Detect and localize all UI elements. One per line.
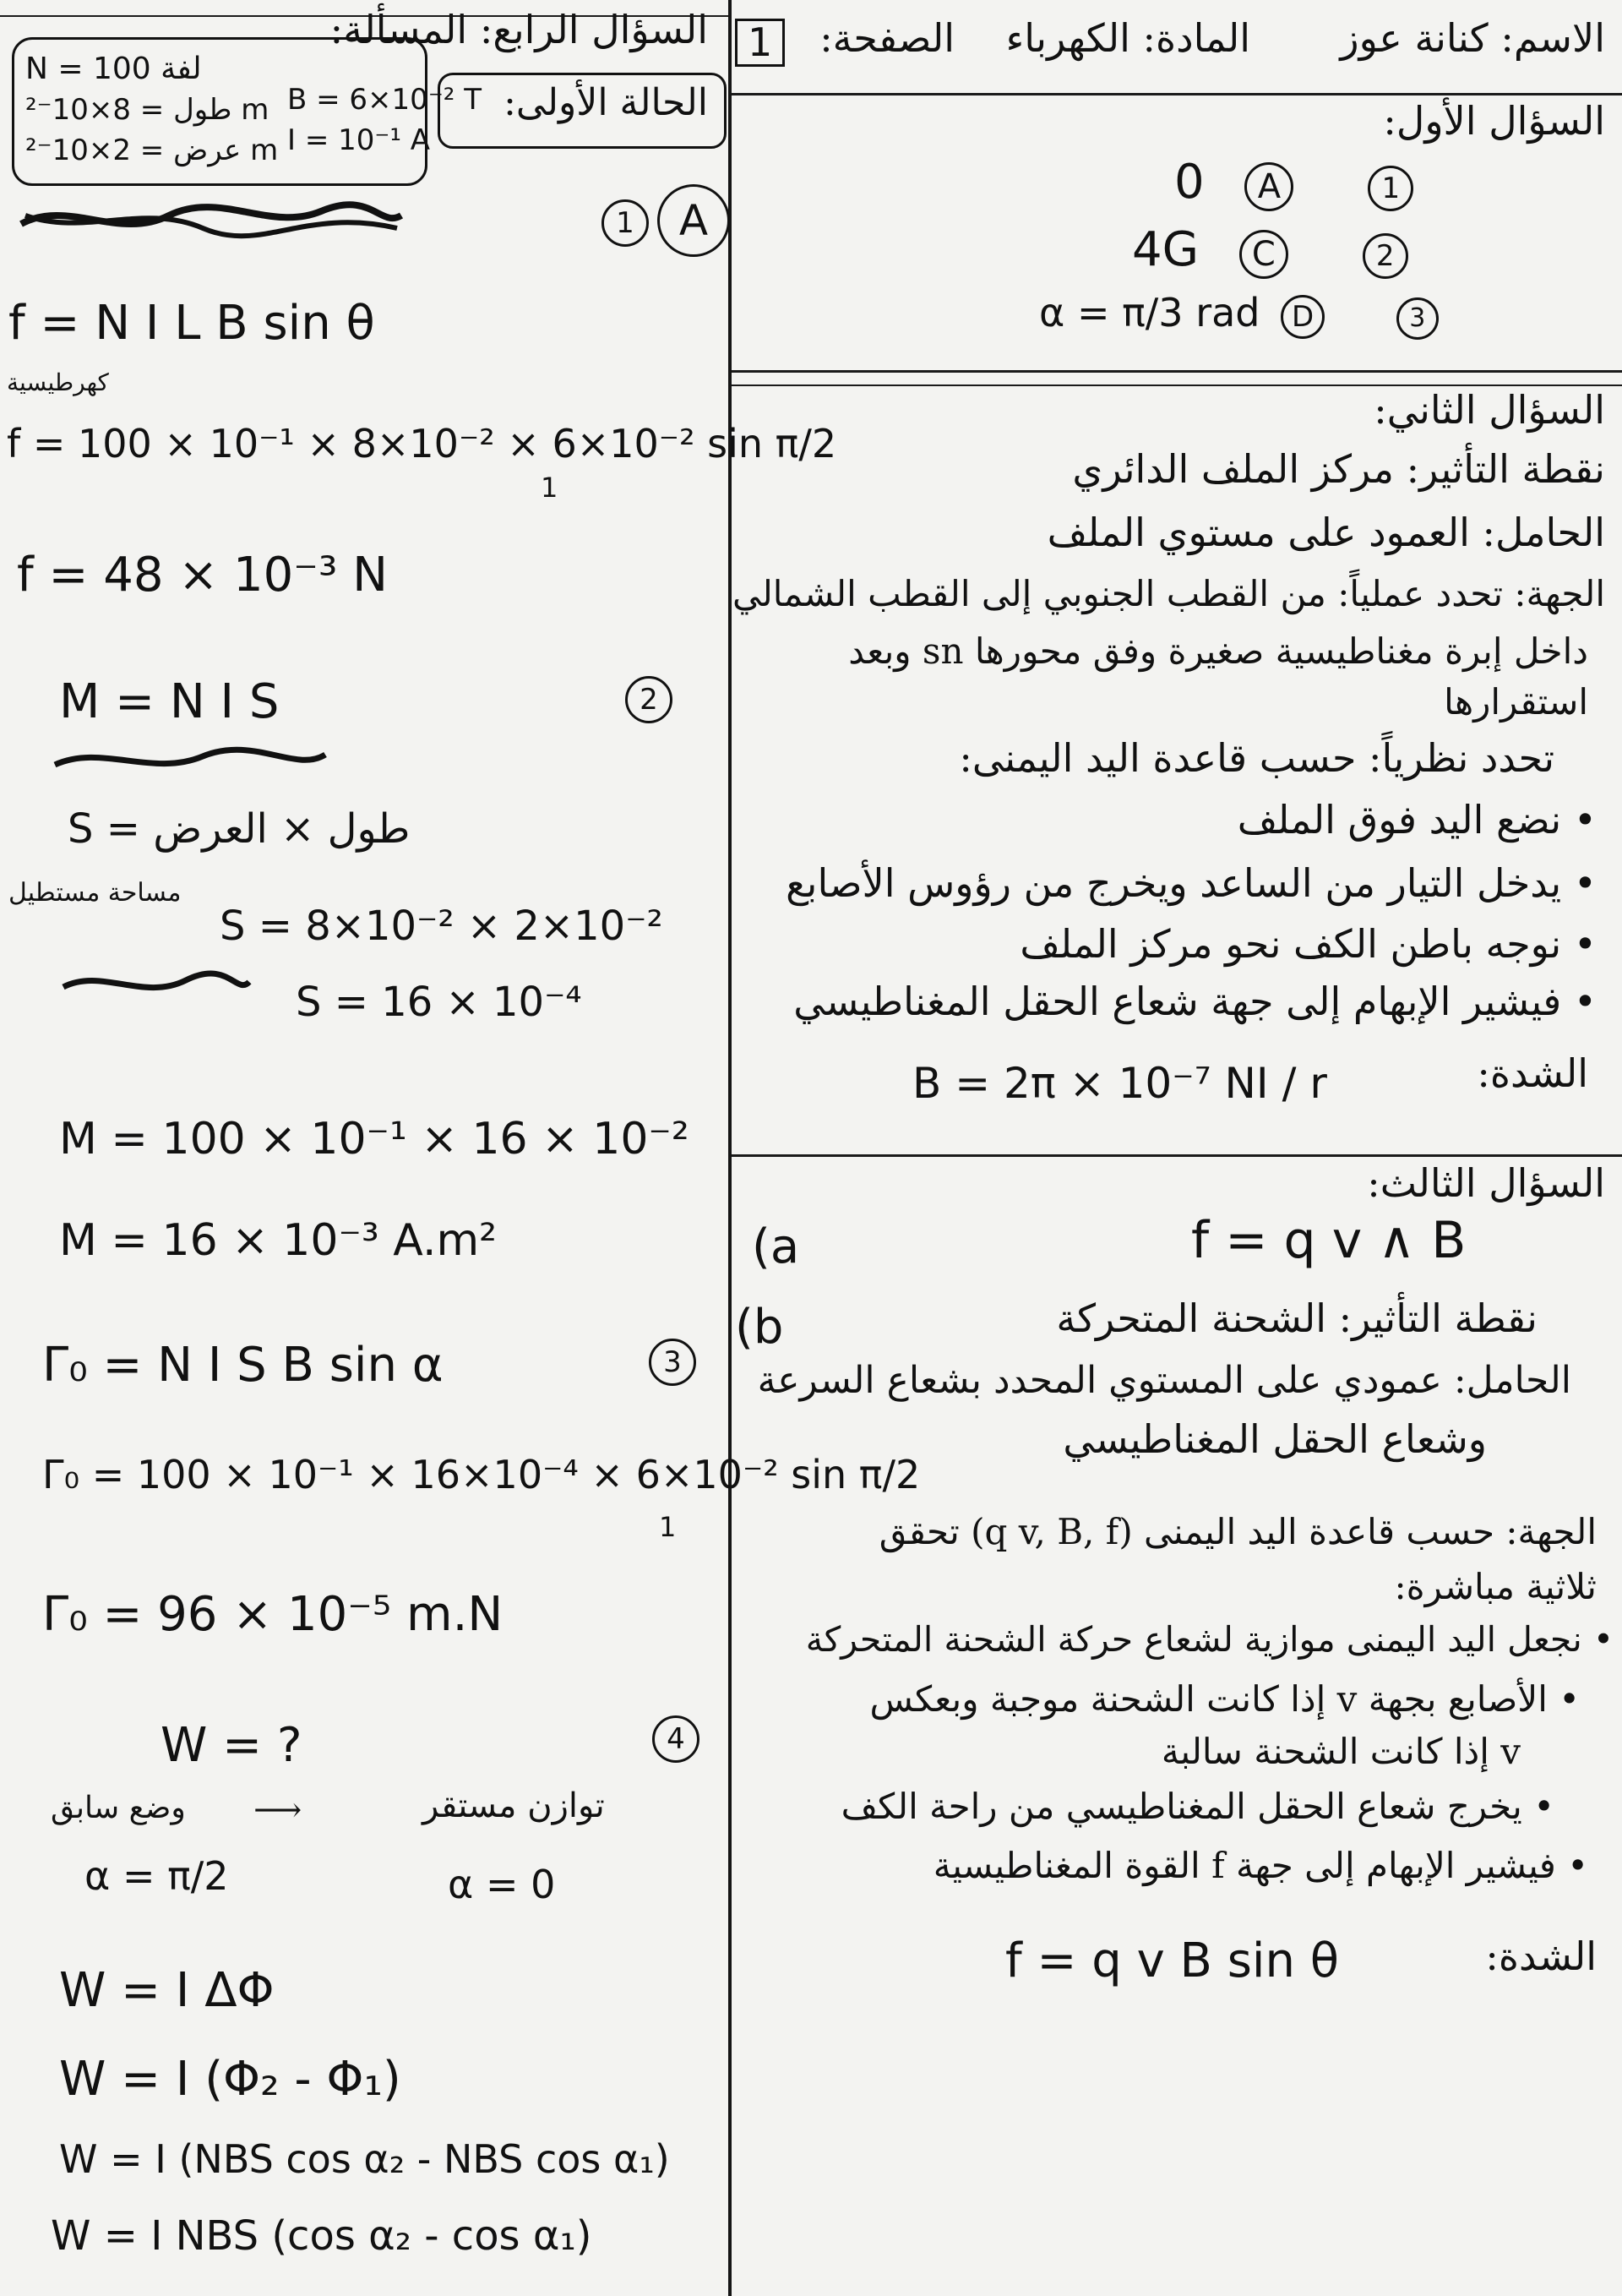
p2-scribble: [51, 739, 329, 782]
p4-alpha-2: α = 0: [448, 1862, 556, 1907]
q2-title: السؤال الثاني:: [1374, 387, 1605, 433]
p4-alpha-1: α = π/2: [84, 1853, 229, 1899]
q1-answer-2-value: 4G: [1132, 222, 1200, 277]
q3-a-label: (a: [752, 1219, 800, 1274]
p2-eq-4: S = 16 × 10⁻⁴: [296, 979, 582, 1026]
p3-eq-1: Γ₀ = N I S B sin α: [42, 1338, 444, 1393]
p4-arrow: ⟶: [253, 1791, 302, 1830]
q3-line-3: وشعاع الحقل المغناطيسي: [1063, 1416, 1487, 1462]
p1-eq-2: f = 100 × 10⁻¹ × 8×10⁻² × 6×10⁻² sin π/2: [7, 421, 837, 466]
student-name: الاسم: كنانة عوز: [1340, 15, 1605, 61]
q1-answer-2: [1132, 224, 1408, 279]
p1-number: 1: [601, 199, 649, 247]
given-b: B = 6×10⁻² T: [287, 83, 482, 117]
q3-line-8: v إذا كانت الشحنة سالبة: [1161, 1731, 1521, 1772]
q3-line-5: ثلاثية مباشرة:: [1394, 1566, 1597, 1607]
p1-result: f = 48 × 10⁻³ N: [17, 548, 388, 603]
q1-answer-1-letter: A: [1244, 162, 1293, 211]
q2-formula: B = 2π × 10⁻⁷ NI / r: [912, 1059, 1327, 1108]
p2-eq-3: S = 8×10⁻² × 2×10⁻²: [220, 903, 663, 950]
crossed-out-scribble: [17, 190, 406, 249]
q2-line-2: الحامل: العمود على مستوي الملف: [1047, 510, 1605, 555]
q1-answer-1: [1174, 156, 1413, 211]
right-column: [732, 0, 1614, 2296]
page-label: الصفحة:: [819, 15, 955, 61]
q3-formula: f = q v B sin θ: [1005, 1933, 1340, 1988]
given-n: N = 100 لفة: [25, 52, 202, 86]
q3-line-4: الجهة: حسب قاعدة اليد اليمنى (q v, B, f) تحقق: [879, 1511, 1597, 1552]
q2-bullet-2: • يدخل التيار من الساعد ويخرج من رؤوس الأصابع: [786, 862, 1597, 905]
q2-line-1: نقطة التأثير: مركز الملف الدائري: [1072, 446, 1605, 492]
q1-title: السؤال الأول:: [1383, 98, 1605, 144]
p4-eq-4: W = I (NBS cos α₂ - NBS cos α₁): [59, 2136, 670, 2182]
p2-note: مساحة مستطيل: [8, 878, 182, 908]
p4-eq-1: W = ?: [161, 1718, 302, 1773]
q3-formula-label: الشدة:: [1485, 1933, 1597, 1979]
q1-answer-3: [1039, 292, 1439, 340]
q3-line-1: نقطة التأثير: الشحنة المتحركة: [1056, 1295, 1538, 1341]
p3-sin-value: 1: [659, 1511, 677, 1543]
q1-answer-3-num: 3: [1396, 297, 1439, 340]
q1-answer-2-num: 2: [1363, 233, 1408, 279]
q1-answer-1-value: 0: [1174, 155, 1205, 210]
p4-number: 4: [652, 1715, 699, 1763]
p2-result: M = 16 × 10⁻³ A.m²: [59, 1215, 497, 1266]
p1-sin-value: 1: [541, 472, 558, 504]
q3-bullet-4: • فيشير الإبهام إلى جهة f القوة المغناطيسية: [933, 1846, 1588, 1885]
p4-eq-5: W = I NBS (cos α₂ - cos α₁): [51, 2212, 592, 2260]
q2-line-6: تحدد نظرياً: حسب قاعدة اليد اليمنى:: [959, 735, 1554, 781]
q2-line-3: الجهة: تحدد عملياً: من القطب الجنوبي إلى القطب الشمالي: [732, 573, 1605, 614]
p2-eq-5: M = 100 × 10⁻¹ × 16 × 10⁻²: [59, 1114, 689, 1164]
p3-number: 3: [649, 1339, 696, 1386]
p2-scribble-2: [59, 963, 253, 1006]
q1-answer-1-num: 1: [1368, 166, 1413, 211]
q3-a-formula: f = q v ∧ B: [1191, 1211, 1467, 1270]
p1-note: كهرطيسية: [7, 368, 109, 396]
q2-line-4: داخل إبرة مغناطيسية صغيرة وفق محورها sn وبعد: [848, 630, 1588, 672]
p4-prev-state: وضع سابق: [51, 1791, 186, 1825]
p2-eq-2: S = طول × العرض: [68, 805, 411, 853]
p3-eq-2: Γ₀ = 100 × 10⁻¹ × 16×10⁻⁴ × 6×10⁻² sin π/2: [42, 1452, 921, 1497]
given-i: I = 10⁻¹ A: [287, 123, 431, 157]
q1-answer-3-letter: D: [1281, 295, 1325, 339]
q3-b-label: (b: [735, 1300, 784, 1355]
subject-label: المادة: الكهرباء: [1005, 15, 1250, 61]
q3-bullet-2: • الأصابع بجهة v إذا كانت الشحنة موجبة وبعكس: [870, 1680, 1580, 1719]
p4-eq-2: W = I ΔΦ: [59, 1963, 275, 2018]
case-title: الحالة الأولى:: [503, 81, 708, 124]
p1-eq-1: f = N I L B sin θ: [8, 296, 375, 351]
q2-bullet-4: • فيشير الإبهام إلى جهة شعاع الحقل المغناطيسي: [793, 980, 1597, 1023]
q3-bullet-3: • يخرج شعاع الحقل المغناطيسي من راحة الكف: [841, 1787, 1554, 1826]
q2-line-5: استقرارها: [1444, 681, 1588, 723]
q1-answer-2-letter: C: [1239, 230, 1288, 279]
p4-stable: توازن مستقر: [422, 1786, 605, 1825]
q3-line-2: الحامل: عمودي على المستوي المحدد بشعاع السرعة: [757, 1359, 1571, 1402]
q2-bullet-1: • نضع اليد فوق الملف: [1238, 799, 1597, 842]
p4-eq-3: W = I (Φ₂ - Φ₁): [59, 2052, 401, 2107]
q1-answer-3-value: α = π/3 rad: [1039, 290, 1260, 335]
q4-title: السؤال الرابع: المسألة:: [329, 7, 708, 52]
q3-title: السؤال الثالث:: [1367, 1160, 1605, 1206]
q3-bullet-1: • نجعل اليد اليمنى موازية لشعاع حركة الشحنة المتحركة: [806, 1621, 1614, 1659]
given-width: عرض = 2×10⁻² m: [25, 134, 279, 167]
column-divider: [728, 0, 732, 2296]
q2-bullet-3: • نوجه باطن الكف نحو مركز الملف: [1020, 923, 1597, 966]
part-a-letter: A: [657, 184, 730, 257]
given-length: طول = 8×10⁻² m: [25, 93, 269, 127]
page-number: 1: [735, 19, 785, 67]
p2-number: 2: [625, 676, 672, 723]
p2-eq-1: M = N I S: [59, 674, 280, 729]
p3-result: Γ₀ = 96 × 10⁻⁵ m.N: [42, 1587, 503, 1642]
q2-formula-label: الشدة:: [1477, 1050, 1588, 1096]
